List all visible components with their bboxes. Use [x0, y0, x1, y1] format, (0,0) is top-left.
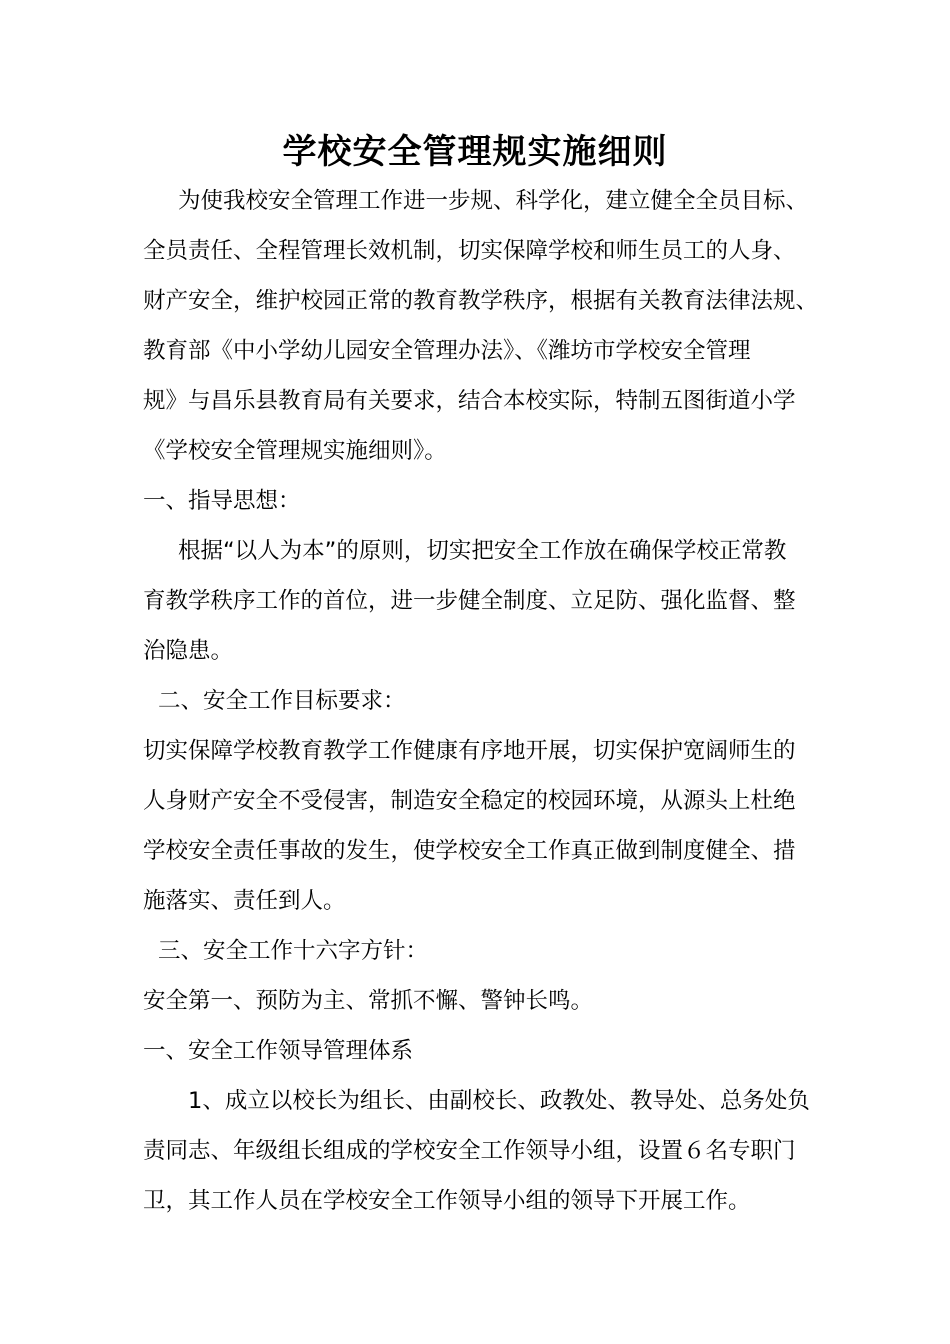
- section-heading: 一、安全工作领导管理体系: [143, 1038, 414, 1064]
- section-heading: 二、安全工作目标要求：: [158, 688, 406, 714]
- paragraph-line: 教育部《中小学幼儿园安全管理办法》、《潍坊市学校安全管理: [143, 338, 751, 364]
- paragraph-line: 财产安全，维护校园正常的教育教学秩序，根据有关教育法律法规、: [143, 288, 819, 314]
- paragraph-line: 规》与昌乐县教育局有关要求，结合本校实际，特制五图街道小学: [143, 388, 796, 414]
- paragraph-line: 《学校安全管理规实施细则》。: [143, 438, 447, 464]
- paragraph-line: 全员责任、全程管理长效机制，切实保障学校和师生员工的人身、: [143, 238, 796, 264]
- paragraph-line: 学校安全责任事故的发生，使学校安全工作真正做到制度健全、措: [143, 838, 796, 864]
- paragraph-line: 1、成立以校长为组长、由副校长、政教处、教导处、总务处负: [188, 1088, 810, 1114]
- document-title: 学校安全管理规实施细则: [282, 132, 668, 172]
- paragraph-line: 施落实、责任到人。: [143, 888, 346, 914]
- paragraph-line: 人身财产安全不受侵害，制造安全稳定的校园环境，从源头上杜绝: [143, 788, 796, 814]
- section-heading: 三、安全工作十六字方针：: [158, 938, 429, 964]
- paragraph-line: 为使我校安全管理工作进一步规、科学化，建立健全全员目标、: [178, 188, 809, 214]
- paragraph-line: 责同志、年级组长组成的学校安全工作领导小组，设置６名专职门: [143, 1138, 796, 1164]
- section-heading: 一、指导思想：: [143, 488, 301, 514]
- paragraph-line: 卫，其工作人员在学校安全工作领导小组的领导下开展工作。: [143, 1188, 751, 1214]
- paragraph-line: 切实保障学校教育教学工作健康有序地开展，切实保护宽阔师生的: [143, 738, 796, 764]
- paragraph-line: 根据“以人为本”的原则，切实把安全工作放在确保学校正常教: [178, 538, 787, 564]
- paragraph-line: 治隐患。: [143, 638, 234, 664]
- paragraph-line: 育教学秩序工作的首位，进一步健全制度、立足防、强化监督、整: [143, 588, 796, 614]
- paragraph-line: 安全第一、预防为主、常抓不懈、警钟长鸣。: [143, 988, 594, 1014]
